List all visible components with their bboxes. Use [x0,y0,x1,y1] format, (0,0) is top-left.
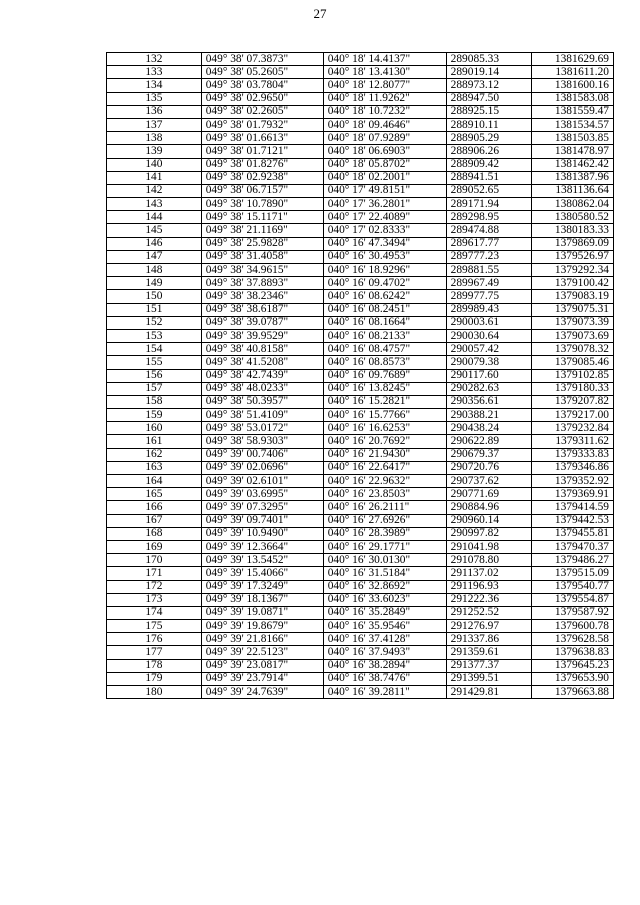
longitude-cell: 040° 16' 22.9632" [323,475,446,488]
latitude-cell: 049° 38' 39.0787" [201,316,323,329]
latitude-cell: 049° 38' 58.9303" [201,435,323,448]
point-number-cell: 132 [107,53,202,66]
point-number-cell: 173 [107,593,202,606]
y-coordinate-cell: 1379515.09 [532,567,614,580]
longitude-cell: 040° 16' 21.9430" [323,448,446,461]
point-number-cell: 142 [107,184,202,197]
x-coordinate-cell: 290771.69 [446,488,532,501]
longitude-cell: 040° 16' 16.6253" [323,422,446,435]
x-coordinate-cell: 289298.95 [446,211,532,224]
table-row [107,527,614,540]
longitude-cell: 040° 16' 13.8245" [323,382,446,395]
table-row [107,659,614,672]
x-coordinate-cell: 291359.61 [446,646,532,659]
longitude-cell: 040° 16' 29.1771" [323,540,446,553]
longitude-cell: 040° 18' 07.9289" [323,132,446,145]
longitude-cell: 040° 16' 33.6023" [323,593,446,606]
point-number-cell: 158 [107,395,202,408]
x-coordinate-cell: 288941.51 [446,171,532,184]
x-coordinate-cell: 290030.64 [446,329,532,342]
latitude-cell: 049° 38' 31.4058" [201,250,323,263]
latitude-cell: 049° 38' 42.7439" [201,369,323,382]
x-coordinate-cell: 288905.29 [446,132,532,145]
latitude-cell: 049° 39' 00.7406" [201,448,323,461]
table-row [107,461,614,474]
y-coordinate-cell: 1381462.42 [532,158,614,171]
latitude-cell: 049° 38' 25.9828" [201,237,323,250]
y-coordinate-cell: 1381478.97 [532,145,614,158]
y-coordinate-cell: 1379638.83 [532,646,614,659]
y-coordinate-cell: 1379554.87 [532,593,614,606]
x-coordinate-cell: 289085.33 [446,53,532,66]
y-coordinate-cell: 1379292.34 [532,264,614,277]
table-row [107,514,614,527]
table-row [107,198,614,211]
x-coordinate-cell: 288925.15 [446,105,532,118]
point-number-cell: 153 [107,329,202,342]
longitude-cell: 040° 16' 08.2451" [323,303,446,316]
latitude-cell: 049° 38' 40.8158" [201,343,323,356]
y-coordinate-cell: 1381559.47 [532,105,614,118]
y-coordinate-cell: 1381534.57 [532,118,614,131]
latitude-cell: 049° 38' 03.7804" [201,79,323,92]
point-number-cell: 138 [107,132,202,145]
y-coordinate-cell: 1379232.84 [532,422,614,435]
longitude-cell: 040° 16' 20.7692" [323,435,446,448]
longitude-cell: 040° 16' 35.2849" [323,606,446,619]
y-coordinate-cell: 1379526.97 [532,250,614,263]
x-coordinate-cell: 290737.62 [446,475,532,488]
longitude-cell: 040° 16' 37.4128" [323,633,446,646]
y-coordinate-cell: 1379587.92 [532,606,614,619]
x-coordinate-cell: 288909.42 [446,158,532,171]
y-coordinate-cell: 1379083.19 [532,290,614,303]
table-row [107,237,614,250]
table-row [107,224,614,237]
longitude-cell: 040° 16' 09.7689" [323,369,446,382]
longitude-cell: 040° 16' 31.5184" [323,567,446,580]
x-coordinate-cell: 291196.93 [446,580,532,593]
latitude-cell: 049° 38' 02.2605" [201,105,323,118]
y-coordinate-cell: 1380183.33 [532,224,614,237]
x-coordinate-cell: 289989.43 [446,303,532,316]
y-coordinate-cell: 1381611.20 [532,66,614,79]
y-coordinate-cell: 1379442.53 [532,514,614,527]
point-number-cell: 159 [107,409,202,422]
longitude-cell: 040° 16' 28.3989" [323,527,446,540]
y-coordinate-cell: 1379073.69 [532,329,614,342]
point-number-cell: 165 [107,488,202,501]
y-coordinate-cell: 1379100.42 [532,277,614,290]
point-number-cell: 156 [107,369,202,382]
latitude-cell: 049° 38' 01.6613" [201,132,323,145]
table-row [107,672,614,685]
longitude-cell: 040° 18' 12.8077" [323,79,446,92]
x-coordinate-cell: 291429.81 [446,686,532,699]
table-row [107,329,614,342]
x-coordinate-cell: 290388.21 [446,409,532,422]
table-row [107,369,614,382]
latitude-cell: 049° 38' 01.7121" [201,145,323,158]
latitude-cell: 049° 39' 23.0817" [201,659,323,672]
latitude-cell: 049° 38' 50.3957" [201,395,323,408]
longitude-cell: 040° 18' 06.6903" [323,145,446,158]
point-number-cell: 134 [107,79,202,92]
x-coordinate-cell: 290282.63 [446,382,532,395]
y-coordinate-cell: 1379102.85 [532,369,614,382]
point-number-cell: 160 [107,422,202,435]
x-coordinate-cell: 288947.50 [446,92,532,105]
x-coordinate-cell: 290720.76 [446,461,532,474]
y-coordinate-cell: 1381503.85 [532,132,614,145]
point-number-cell: 150 [107,290,202,303]
table-row [107,554,614,567]
table-row [107,540,614,553]
x-coordinate-cell: 289052.65 [446,184,532,197]
longitude-cell: 040° 16' 08.1664" [323,316,446,329]
x-coordinate-cell: 289474.88 [446,224,532,237]
longitude-cell: 040° 17' 02.8333" [323,224,446,237]
point-number-cell: 168 [107,527,202,540]
latitude-cell: 049° 38' 05.2605" [201,66,323,79]
y-coordinate-cell: 1380580.52 [532,211,614,224]
point-number-cell: 166 [107,501,202,514]
table-row [107,290,614,303]
table-row [107,606,614,619]
point-number-cell: 143 [107,198,202,211]
longitude-cell: 040° 18' 02.2001" [323,171,446,184]
point-number-cell: 133 [107,66,202,79]
latitude-cell: 049° 38' 01.8276" [201,158,323,171]
table-row [107,171,614,184]
table-row [107,105,614,118]
table-row [107,211,614,224]
x-coordinate-cell: 289019.14 [446,66,532,79]
longitude-cell: 040° 18' 10.7232" [323,105,446,118]
x-coordinate-cell: 291252.52 [446,606,532,619]
x-coordinate-cell: 290003.61 [446,316,532,329]
x-coordinate-cell: 291041.98 [446,540,532,553]
longitude-cell: 040° 18' 09.4646" [323,118,446,131]
table-row [107,448,614,461]
latitude-cell: 049° 39' 18.1367" [201,593,323,606]
longitude-cell: 040° 16' 38.2894" [323,659,446,672]
table-row [107,343,614,356]
point-number-cell: 170 [107,554,202,567]
latitude-cell: 049° 39' 23.7914" [201,672,323,685]
latitude-cell: 049° 39' 12.3664" [201,540,323,553]
latitude-cell: 049° 38' 02.9650" [201,92,323,105]
x-coordinate-cell: 289617.77 [446,237,532,250]
x-coordinate-cell: 290960.14 [446,514,532,527]
y-coordinate-cell: 1381600.16 [532,79,614,92]
longitude-cell: 040° 16' 39.2811" [323,686,446,699]
point-number-cell: 145 [107,224,202,237]
table-row [107,132,614,145]
longitude-cell: 040° 16' 47.3494" [323,237,446,250]
point-number-cell: 167 [107,514,202,527]
point-number-cell: 141 [107,171,202,184]
coordinates-table [106,52,614,699]
x-coordinate-cell: 290438.24 [446,422,532,435]
table-row [107,145,614,158]
x-coordinate-cell: 289967.49 [446,277,532,290]
latitude-cell: 049° 39' 15.4066" [201,567,323,580]
table-row [107,356,614,369]
table-row [107,79,614,92]
latitude-cell: 049° 38' 41.5208" [201,356,323,369]
x-coordinate-cell: 290679.37 [446,448,532,461]
x-coordinate-cell: 291337.86 [446,633,532,646]
longitude-cell: 040° 16' 15.2821" [323,395,446,408]
longitude-cell: 040° 16' 38.7476" [323,672,446,685]
longitude-cell: 040° 16' 35.9546" [323,620,446,633]
y-coordinate-cell: 1379333.83 [532,448,614,461]
point-number-cell: 176 [107,633,202,646]
y-coordinate-cell: 1379470.37 [532,540,614,553]
x-coordinate-cell: 290356.61 [446,395,532,408]
longitude-cell: 040° 16' 08.4757" [323,343,446,356]
point-number-cell: 151 [107,303,202,316]
table-row [107,316,614,329]
point-number-cell: 136 [107,105,202,118]
x-coordinate-cell: 290884.96 [446,501,532,514]
latitude-cell: 049° 39' 03.6995" [201,488,323,501]
table-row [107,435,614,448]
x-coordinate-cell: 290997.82 [446,527,532,540]
x-coordinate-cell: 288973.12 [446,79,532,92]
point-number-cell: 180 [107,686,202,699]
y-coordinate-cell: 1379414.59 [532,501,614,514]
y-coordinate-cell: 1381583.08 [532,92,614,105]
y-coordinate-cell: 1381629.69 [532,53,614,66]
y-coordinate-cell: 1379628.58 [532,633,614,646]
point-number-cell: 163 [107,461,202,474]
y-coordinate-cell: 1379073.39 [532,316,614,329]
y-coordinate-cell: 1379869.09 [532,237,614,250]
longitude-cell: 040° 18' 05.8702" [323,158,446,171]
table-row [107,593,614,606]
point-number-cell: 177 [107,646,202,659]
longitude-cell: 040° 16' 26.2111" [323,501,446,514]
table-row [107,633,614,646]
table-row [107,250,614,263]
point-number-cell: 149 [107,277,202,290]
x-coordinate-cell: 289881.55 [446,264,532,277]
x-coordinate-cell: 290622.89 [446,435,532,448]
table-row [107,264,614,277]
point-number-cell: 147 [107,250,202,263]
point-number-cell: 178 [107,659,202,672]
point-number-cell: 137 [107,118,202,131]
latitude-cell: 049° 39' 09.7401" [201,514,323,527]
table-row [107,422,614,435]
point-number-cell: 161 [107,435,202,448]
longitude-cell: 040° 18' 11.9262" [323,92,446,105]
x-coordinate-cell: 291078.80 [446,554,532,567]
longitude-cell: 040° 16' 08.2133" [323,329,446,342]
latitude-cell: 049° 39' 19.0871" [201,606,323,619]
longitude-cell: 040° 16' 08.8573" [323,356,446,369]
latitude-cell: 049° 38' 15.1171" [201,211,323,224]
y-coordinate-cell: 1381387.96 [532,171,614,184]
longitude-cell: 040° 17' 49.8151" [323,184,446,197]
y-coordinate-cell: 1379645.23 [532,659,614,672]
point-number-cell: 172 [107,580,202,593]
y-coordinate-cell: 1379663.88 [532,686,614,699]
latitude-cell: 049° 39' 24.7639" [201,686,323,699]
x-coordinate-cell: 291276.97 [446,620,532,633]
x-coordinate-cell: 290079.38 [446,356,532,369]
longitude-cell: 040° 18' 14.4137" [323,53,446,66]
latitude-cell: 049° 38' 06.7157" [201,184,323,197]
table-row [107,395,614,408]
y-coordinate-cell: 1379217.00 [532,409,614,422]
latitude-cell: 049° 38' 34.9615" [201,264,323,277]
y-coordinate-cell: 1379369.91 [532,488,614,501]
table-row [107,158,614,171]
point-number-cell: 146 [107,237,202,250]
table-row [107,277,614,290]
y-coordinate-cell: 1381136.64 [532,184,614,197]
longitude-cell: 040° 16' 30.0130" [323,554,446,567]
table-row [107,646,614,659]
table-row [107,580,614,593]
table-row [107,409,614,422]
y-coordinate-cell: 1379085.46 [532,356,614,369]
coordinates-table-body [107,53,614,699]
table-row [107,475,614,488]
latitude-cell: 049° 39' 21.8166" [201,633,323,646]
y-coordinate-cell: 1380862.04 [532,198,614,211]
longitude-cell: 040° 16' 37.9493" [323,646,446,659]
y-coordinate-cell: 1379075.31 [532,303,614,316]
longitude-cell: 040° 16' 32.8692" [323,580,446,593]
table-row [107,567,614,580]
y-coordinate-cell: 1379600.78 [532,620,614,633]
point-number-cell: 157 [107,382,202,395]
x-coordinate-cell: 291222.36 [446,593,532,606]
latitude-cell: 049° 39' 17.3249" [201,580,323,593]
point-number-cell: 155 [107,356,202,369]
table-row [107,53,614,66]
latitude-cell: 049° 38' 38.6187" [201,303,323,316]
longitude-cell: 040° 16' 15.7766" [323,409,446,422]
point-number-cell: 135 [107,92,202,105]
table-row [107,501,614,514]
latitude-cell: 049° 39' 13.5452" [201,554,323,567]
latitude-cell: 049° 38' 51.4109" [201,409,323,422]
x-coordinate-cell: 291377.37 [446,659,532,672]
latitude-cell: 049° 38' 10.7890" [201,198,323,211]
longitude-cell: 040° 16' 30.4953" [323,250,446,263]
x-coordinate-cell: 289977.75 [446,290,532,303]
point-number-cell: 175 [107,620,202,633]
longitude-cell: 040° 16' 18.9296" [323,264,446,277]
longitude-cell: 040° 18' 13.4130" [323,66,446,79]
y-coordinate-cell: 1379653.90 [532,672,614,685]
table-row [107,382,614,395]
point-number-cell: 144 [107,211,202,224]
point-number-cell: 169 [107,540,202,553]
x-coordinate-cell: 289171.94 [446,198,532,211]
x-coordinate-cell: 291137.02 [446,567,532,580]
longitude-cell: 040° 17' 36.2801" [323,198,446,211]
x-coordinate-cell: 290117.60 [446,369,532,382]
latitude-cell: 049° 39' 02.6101" [201,475,323,488]
y-coordinate-cell: 1379078.32 [532,343,614,356]
table-row [107,66,614,79]
latitude-cell: 049° 38' 48.0233" [201,382,323,395]
y-coordinate-cell: 1379311.62 [532,435,614,448]
longitude-cell: 040° 16' 08.6242" [323,290,446,303]
point-number-cell: 164 [107,475,202,488]
latitude-cell: 049° 38' 37.8893" [201,277,323,290]
x-coordinate-cell: 288906.26 [446,145,532,158]
latitude-cell: 049° 39' 22.5123" [201,646,323,659]
y-coordinate-cell: 1379455.81 [532,527,614,540]
y-coordinate-cell: 1379207.82 [532,395,614,408]
table-row [107,686,614,699]
table-row [107,184,614,197]
longitude-cell: 040° 16' 22.6417" [323,461,446,474]
table-row [107,118,614,131]
latitude-cell: 049° 38' 21.1169" [201,224,323,237]
latitude-cell: 049° 39' 07.3295" [201,501,323,514]
y-coordinate-cell: 1379346.86 [532,461,614,474]
point-number-cell: 179 [107,672,202,685]
latitude-cell: 049° 38' 38.2346" [201,290,323,303]
point-number-cell: 139 [107,145,202,158]
latitude-cell: 049° 38' 07.3873" [201,53,323,66]
point-number-cell: 171 [107,567,202,580]
x-coordinate-cell: 288910.11 [446,118,532,131]
latitude-cell: 049° 38' 02.9238" [201,171,323,184]
y-coordinate-cell: 1379352.92 [532,475,614,488]
page-number: 27 [313,6,327,21]
longitude-cell: 040° 16' 27.6926" [323,514,446,527]
table-row [107,303,614,316]
point-number-cell: 140 [107,158,202,171]
table-row [107,92,614,105]
longitude-cell: 040° 17' 22.4089" [323,211,446,224]
latitude-cell: 049° 38' 39.9529" [201,329,323,342]
latitude-cell: 049° 39' 02.0696" [201,461,323,474]
point-number-cell: 152 [107,316,202,329]
table-row [107,488,614,501]
x-coordinate-cell: 291399.51 [446,672,532,685]
latitude-cell: 049° 38' 01.7932" [201,118,323,131]
x-coordinate-cell: 289777.23 [446,250,532,263]
y-coordinate-cell: 1379180.33 [532,382,614,395]
latitude-cell: 049° 38' 53.0172" [201,422,323,435]
longitude-cell: 040° 16' 09.4702" [323,277,446,290]
point-number-cell: 148 [107,264,202,277]
point-number-cell: 174 [107,606,202,619]
latitude-cell: 049° 39' 10.9490" [201,527,323,540]
point-number-cell: 162 [107,448,202,461]
latitude-cell: 049° 39' 19.8679" [201,620,323,633]
longitude-cell: 040° 16' 23.8503" [323,488,446,501]
y-coordinate-cell: 1379540.77 [532,580,614,593]
table-row [107,620,614,633]
y-coordinate-cell: 1379486.27 [532,554,614,567]
point-number-cell: 154 [107,343,202,356]
x-coordinate-cell: 290057.42 [446,343,532,356]
